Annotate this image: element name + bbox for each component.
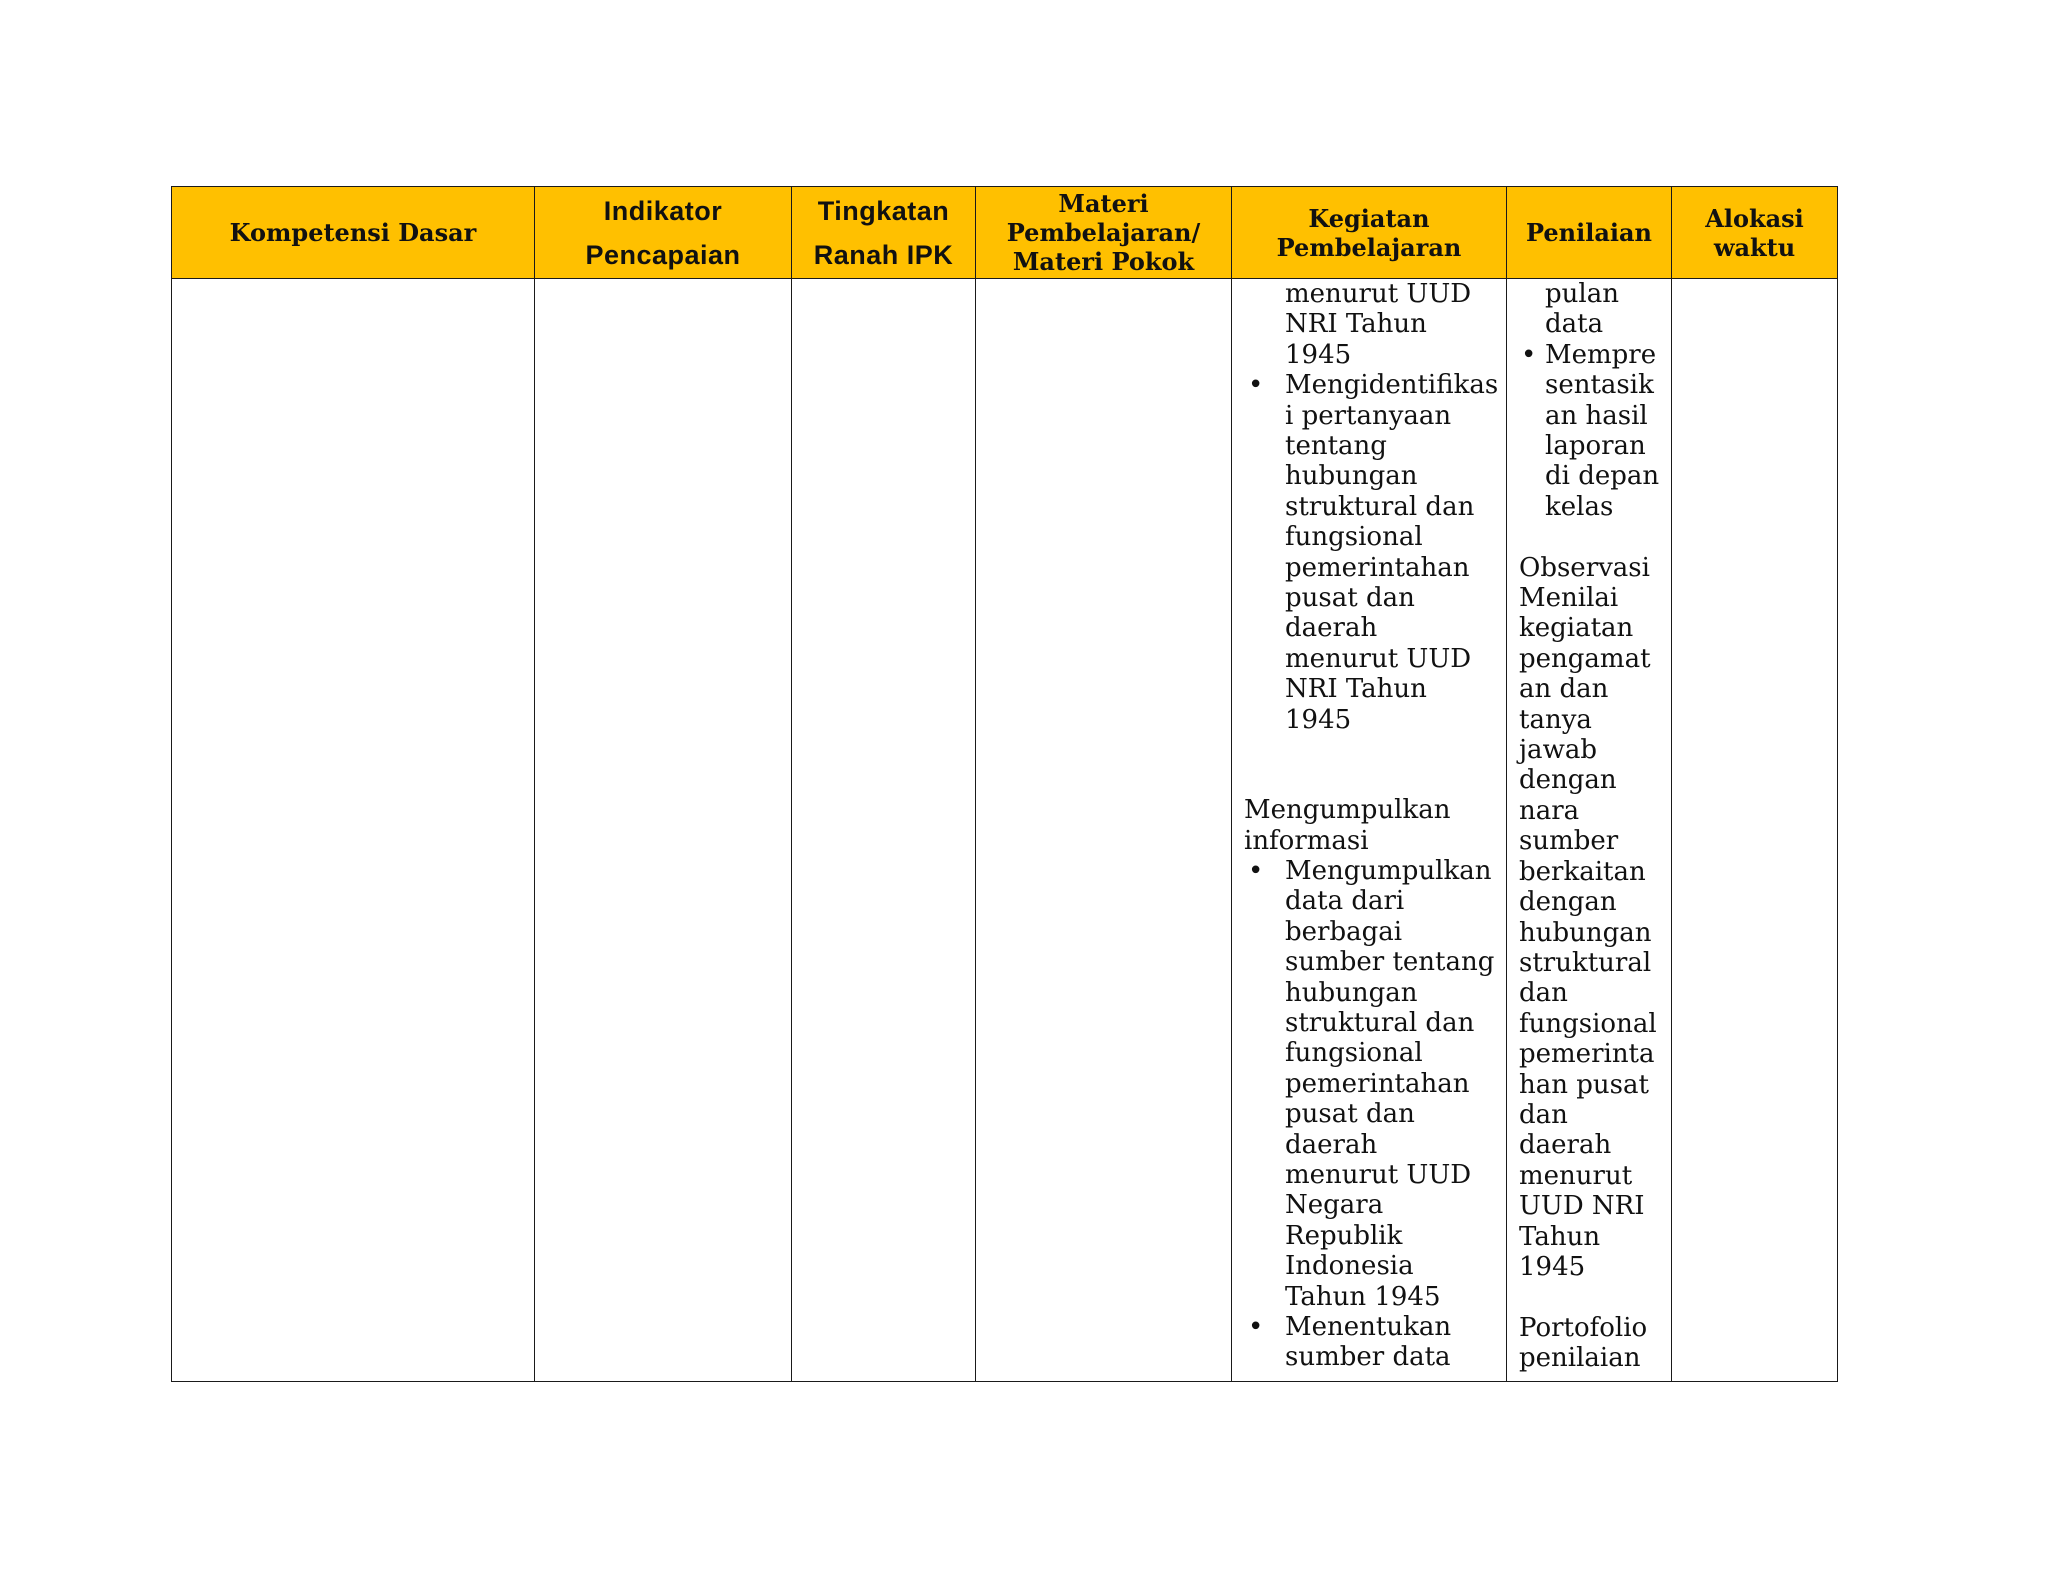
text-line: daerah xyxy=(1519,1130,1612,1161)
header-materi xyxy=(976,187,1232,279)
lesson-plan-table xyxy=(171,186,1838,1382)
text-line: an hasil xyxy=(1545,400,1648,431)
text-line: Indonesia xyxy=(1285,1251,1414,1282)
text-line: penilaian xyxy=(1519,1343,1641,1374)
text-line: pengamat xyxy=(1519,643,1651,674)
text-line: struktural dan xyxy=(1285,491,1475,522)
header-kegiatan-pembelajaran xyxy=(1232,187,1507,279)
header-indikator-line-2: Pencapaian xyxy=(585,239,741,270)
bullet-icon: • xyxy=(1248,1312,1264,1342)
text-line: NRI Tahun xyxy=(1285,674,1427,705)
text-line: pemerinta xyxy=(1519,1039,1655,1070)
text-line: sumber data xyxy=(1285,1342,1451,1373)
text-line: berkaitan xyxy=(1519,856,1646,887)
bullet-icon: • xyxy=(1248,855,1264,886)
header-tingkatan-ranah xyxy=(792,187,976,279)
text-line: fungsional xyxy=(1519,1008,1657,1039)
text-line: pulan xyxy=(1545,279,1619,309)
section-title-line: informasi xyxy=(1244,825,1369,856)
text-line: sumber tentang xyxy=(1285,947,1495,978)
text-line: menurut xyxy=(1519,1160,1633,1191)
header-kompetensi-dasar xyxy=(172,187,535,279)
text-line: menurut UUD xyxy=(1285,643,1472,674)
text-line: Mengidentifikas xyxy=(1285,370,1499,401)
text-line: struktural xyxy=(1519,947,1652,978)
text-line: tentang xyxy=(1285,431,1387,462)
text-line: an dan xyxy=(1519,674,1609,705)
text-line: fungsional xyxy=(1285,522,1423,553)
cell-alokasi-waktu xyxy=(1672,279,1838,1382)
bullet-icon: • xyxy=(1521,339,1537,370)
text-line: Portofolio xyxy=(1519,1312,1648,1343)
kegiatan-text xyxy=(1232,279,1506,1381)
text-line: han pusat xyxy=(1519,1069,1649,1100)
header-penilaian xyxy=(1507,187,1672,279)
text-line: dengan xyxy=(1519,887,1617,918)
text-line: 1945 xyxy=(1285,704,1352,735)
text-line: Menilai xyxy=(1519,583,1619,614)
text-line: hubungan xyxy=(1519,917,1652,948)
header-materi-line-3: Materi Pokok xyxy=(1012,247,1195,276)
section-mengumpulkan-informasi xyxy=(1244,795,1496,856)
text-line: Menentukan xyxy=(1285,1312,1452,1342)
header-tingkatan-line-2: Ranah IPK xyxy=(813,239,954,270)
cell-kegiatan xyxy=(1232,279,1507,1382)
text-line: Republik xyxy=(1285,1220,1403,1251)
text-line: fungsional xyxy=(1285,1038,1423,1069)
text-line: pemerintahan xyxy=(1285,552,1470,583)
text-line: dengan xyxy=(1519,765,1617,796)
text-line: hubungan xyxy=(1285,977,1418,1008)
header-alokasi-waktu xyxy=(1672,187,1838,279)
header-indikator-line-1: Indikator xyxy=(603,195,723,226)
text-line: pusat dan xyxy=(1285,1099,1415,1130)
cell-indikator xyxy=(535,279,792,1382)
bullet-item-collect xyxy=(1244,856,1496,1312)
text-line: data dari xyxy=(1285,886,1405,917)
text-line: dan xyxy=(1519,1099,1568,1130)
text-line: sumber xyxy=(1519,826,1619,857)
text-line: 1945 xyxy=(1519,1251,1586,1282)
header-kegiatan-line-1: Kegiatan xyxy=(1308,203,1430,233)
text-line: laporan xyxy=(1545,431,1646,462)
text-line: UUD NRI xyxy=(1519,1191,1645,1222)
header-materi-line-1: Materi xyxy=(1058,189,1149,218)
cell-kompetensi-dasar xyxy=(172,279,535,1382)
text-line: di depan xyxy=(1545,461,1660,492)
text-line: struktural dan xyxy=(1285,1007,1475,1038)
text-line: daerah xyxy=(1285,613,1378,644)
bullet-icon: • xyxy=(1248,370,1264,401)
header-alokasi-line-1: Alokasi xyxy=(1705,203,1804,233)
cell-tingkatan xyxy=(792,279,976,1382)
bullet-item-present xyxy=(1519,340,1665,522)
header-tingkatan-line-1: Tingkatan xyxy=(817,195,950,226)
kegiatan-continuation xyxy=(1244,279,1496,370)
text-line: 1945 xyxy=(1285,339,1352,370)
penilaian-continuation xyxy=(1519,279,1665,340)
text-line: pemerintahan xyxy=(1285,1068,1470,1099)
text-line: data xyxy=(1545,309,1604,340)
text-line: pusat dan xyxy=(1285,583,1415,614)
header-kegiatan-line-2: Pembelajaran xyxy=(1276,232,1462,262)
header-kompetensi-label: Kompetensi Dasar xyxy=(229,218,477,247)
cell-materi xyxy=(976,279,1232,1382)
section-title-line: Mengumpulkan xyxy=(1244,795,1451,826)
text-line: kegiatan xyxy=(1519,613,1634,644)
portofolio-block xyxy=(1519,1313,1665,1374)
text-line: Tahun xyxy=(1519,1221,1601,1252)
text-line: daerah xyxy=(1285,1129,1378,1160)
text-line: menurut UUD xyxy=(1285,279,1472,309)
text-line: menurut UUD xyxy=(1285,1159,1472,1190)
text-line: Negara xyxy=(1285,1190,1384,1221)
text-line: Mengumpulkan xyxy=(1285,855,1492,886)
text-line: Mempre xyxy=(1545,339,1657,370)
text-line: Observasi xyxy=(1519,552,1650,583)
text-line: berbagai xyxy=(1285,916,1403,947)
header-alokasi-line-2: waktu xyxy=(1713,232,1796,262)
observasi-block xyxy=(1519,553,1665,1283)
text-line: jawab xyxy=(1519,735,1597,766)
text-line: hubungan xyxy=(1285,461,1418,492)
text-line: NRI Tahun xyxy=(1285,309,1427,340)
text-line: i pertanyaan xyxy=(1285,400,1452,431)
cell-penilaian xyxy=(1507,279,1672,1382)
text-line: sentasik xyxy=(1545,370,1654,401)
header-indikator-pencapaian xyxy=(535,187,792,279)
bullet-item-determine xyxy=(1244,1312,1496,1373)
text-line: nara xyxy=(1519,795,1580,826)
content-row xyxy=(172,279,1838,1382)
text-line: Tahun 1945 xyxy=(1285,1281,1441,1312)
header-materi-line-2: Pembelajaran/ xyxy=(1006,218,1201,247)
text-line: tanya xyxy=(1519,704,1592,735)
penilaian-text xyxy=(1507,279,1671,1381)
bullet-item-identify xyxy=(1244,370,1499,735)
text-line: kelas xyxy=(1545,491,1614,522)
text-line: dan xyxy=(1519,978,1568,1009)
header-penilaian-label: Penilaian xyxy=(1525,218,1653,247)
header-row xyxy=(172,187,1838,279)
